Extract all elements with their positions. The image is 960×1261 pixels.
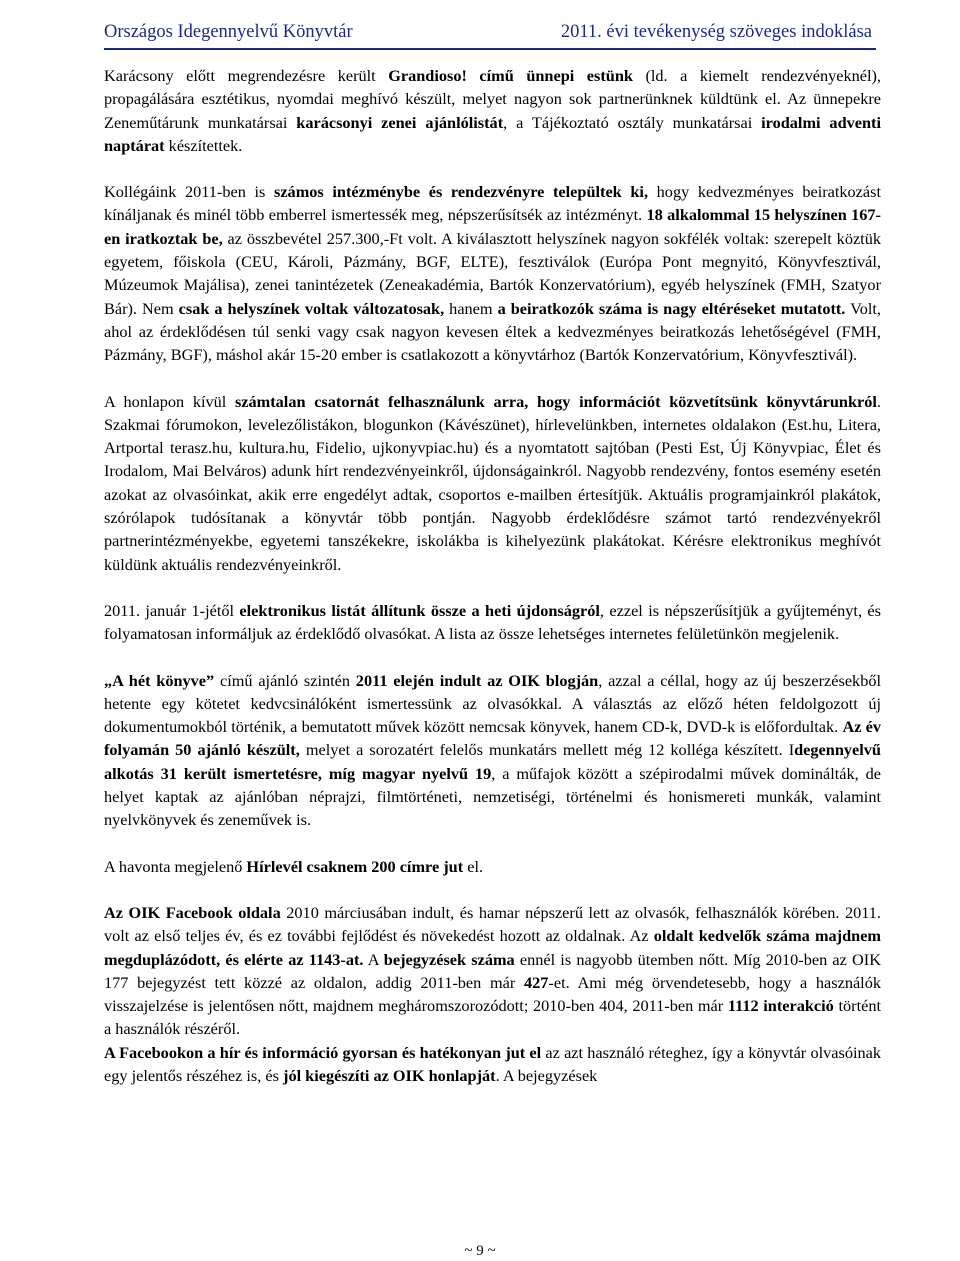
header-divider xyxy=(104,48,876,50)
body-text: , ezzel is népszerűsítjük a gyűjteményt, és folyamatosan informáljuk az érdeklődő olvasókat. A lista az össze lehetséges internetes felületünkön megjelenik. xyxy=(104,600,881,644)
body-text: 2010 márciusában indult, és hamar népszerű lett az olvasók, felhasználók körében. 2011. volt az első teljes év, és ez további fejlődést és növekedést hozott az oldalnak. Az xyxy=(104,902,881,946)
page-header xyxy=(104,18,872,48)
emphasis-text: Grandioso! című ünnepi estünk xyxy=(388,66,633,85)
body-text: , azzal a céllal, hogy az új beszerzésekből hetente egy kötetet kedvcsinálóként ismertessünk az olvasókkal. A választás az előző héten feldolgozott új dokumentumokból történik, a bemutatott művek között nemcsak könyvek, hanem CD-k, DVD-k is előfordultak. xyxy=(104,670,881,737)
emphasis-text: 427 xyxy=(524,972,549,992)
document-body xyxy=(104,64,881,1087)
paragraph-facebook-reach xyxy=(104,1041,881,1088)
emphasis-text: Az év folyamán 50 ajánló készült, xyxy=(104,717,882,760)
body-text: , a Tájékoztató osztály munkatársai xyxy=(503,112,762,132)
paragraph-christmas xyxy=(104,64,881,157)
emphasis-text: Az OIK Facebook oldala xyxy=(104,902,281,922)
emphasis-text: oldalt kedvelők száma majdnem megduplázódott, és elérte az 1143-at. xyxy=(104,926,881,969)
paragraph-newsletter xyxy=(104,855,881,878)
body-text: -et. Ami még örvendetesebb, hogy a használók visszajelzése is jelentősen nőtt, majdnem megháromszorozódott; 2010-ben 404, 2011-ben már xyxy=(104,972,881,1016)
emphasis-text: 18 alkalommal 15 helyszínen 167-en iratkoztak be, xyxy=(104,205,881,248)
emphasis-text: A Facebookon a hír és információ gyorsan és hatékonyan jut el xyxy=(104,1042,542,1062)
body-text: hanem xyxy=(444,298,498,318)
body-text: A xyxy=(363,949,384,969)
emphasis-text: degennyelvű alkotás 31 került ismertetésre, míg magyar nyelvű 19 xyxy=(104,740,881,783)
emphasis-text: karácsonyi zenei ajánlólistát xyxy=(296,112,504,132)
body-text: el. xyxy=(463,856,484,876)
body-text: című ajánló szintén xyxy=(214,670,356,690)
emphasis-text: elektronikus listát állítunk össze a heti újdonságról xyxy=(239,600,600,620)
body-text: hogy kedvezményes beiratkozást kínáljanak és minél több emberrel ismertessék meg, népszerűsítsék az intézményt. xyxy=(104,182,881,225)
emphasis-text: 2011 elején indult az OIK blogján xyxy=(355,670,599,690)
body-text: (ld. a kiemelt rendezvényeknél), propagálására esztétikus, nyomdai meghívó készült, melyet nagyon sok partnerünknek küldtünk el. Az ünnepekre Zeneműtárunk munkatársai xyxy=(104,66,881,132)
body-text: melyet a sorozatért felelős munkatárs mellett még 12 kolléga készített. I xyxy=(299,740,795,760)
body-text: ennél is nagyobb ütemben nőtt. Míg 2010-ben az OIK 177 bejegyzést tett közzé az oldalon, addig 2011-ben már xyxy=(104,949,881,992)
emphasis-text: irodalmi adventi naptárat xyxy=(104,112,881,155)
body-text: . Szakmai fórumokon, levelezőlistákon, blogunkon (Kávészünet), hírlevelünkben, internetes oldalakon (Est.hu, Litera, Artportal terasz.hu, kultura.hu, Fidelio, ujkonyvpiac.hu) és a nyomtatott sajtóban (Pesti Est, Új Könyvpiac, Élet és Irodalom, Mai Belváros) adunk hírt rendezvényeinkről, újdonságainkról. Nagyobb rendezvény, fontos esemény esetén azokat az olvasóinkat, akik erre engedélyt adtak, csoportos e-mailben értesítjük. Aktuális programjainkról plakátok, szórólapok tudósítanak a könyvtár több pontján. Nagyobb érdeklődésre számot tartó rendezvényekről partnerintézményekbe, egyetemi tanszékekre, iskolákba is kihelyezünk plakátokat. Kérésre elektronikus meghívót küldünk aktuális rendezvényeinkről. xyxy=(104,391,881,574)
emphasis-text: a beiratkozók száma is nagy eltéréseket mutatott. xyxy=(497,298,846,318)
paragraph-channels xyxy=(104,390,881,576)
page-number: ~ 9 ~ xyxy=(464,1243,496,1259)
body-text: készítettek. xyxy=(164,135,243,155)
emphasis-text: jól kiegészíti az OIK honlapját xyxy=(283,1065,496,1085)
emphasis-text: csak a helyszínek voltak változatosak, xyxy=(178,298,445,318)
body-text: az összbevétel 257.300,-Ft volt. A kiválasztott helyszínek nagyon sokfélék voltak: szerepelt köztük egyetem, főiskola (CEU, Károli, Pázmány, BGF, ELTE), fesztiválok (Európa Pont megnyitó, Könyvfesztivál, Múzeumok Majálisa), zenei tanintézetek (Zeneakadémia, Bartók Konzervatórium), egyéb helyszínek (FMH, Szatyor Bár). Nem xyxy=(104,228,881,318)
paragraph-new-acquisitions-list xyxy=(104,599,881,646)
body-text: az azt használó réteghez, így a könyvtár olvasóinak egy jelentős részéhez is, és xyxy=(104,1042,881,1085)
emphasis-text: „A hét könyve” xyxy=(104,670,215,690)
emphasis-text: 1112 interakció xyxy=(727,996,834,1016)
body-text: , a műfajok között a szépirodalmi művek dominálták, de helyet kaptak az ajánlóban néprajzi, filmtörténeti, nemzetiségi, történelmi és honismereti munkák, valamint nyelvkönyvek és zeneművek is. xyxy=(104,763,881,830)
header-report-title: 2011. évi tevékenység szöveges indoklása xyxy=(560,22,872,42)
body-text: . A bejegyzések xyxy=(495,1065,598,1085)
paragraph-facebook-page xyxy=(104,901,881,1041)
body-text: Karácsony előtt megrendezésre került xyxy=(104,66,389,85)
emphasis-text: Hírlevél csaknem 200 címre jut xyxy=(246,856,464,876)
header-institution: Országos Idegennyelvű Könyvtár xyxy=(104,22,353,42)
emphasis-text: bejegyzések száma xyxy=(383,949,515,969)
body-text: A honlapon kívül xyxy=(104,391,235,411)
paragraph-book-of-the-week xyxy=(104,669,881,832)
emphasis-text: számtalan csatornát felhasználunk arra, hogy információt közvetítsünk könyvtárunkról xyxy=(234,391,877,411)
paragraph-outreach xyxy=(104,180,881,366)
emphasis-text: számos intézménybe és rendezvényre települtek ki, xyxy=(274,182,649,202)
body-text: 2011. január 1-jétől xyxy=(104,600,240,620)
body-text: A havonta megjelenő xyxy=(104,856,247,876)
body-text: Volt, ahol az érdeklődésen túl senki vagy csak nagyon kevesen éltek a kedvezményes beiratkozás lehetőségével (FMH, Pázmány, BGF), máshol akár 15-20 ember is csatlakozott a könyvtárhoz (Bartók Konzervatórium, Könyvfesztivál). xyxy=(104,298,882,365)
body-text: történt a használók részéről. xyxy=(104,996,881,1039)
body-text: Kollégáink 2011-ben is xyxy=(104,182,274,202)
